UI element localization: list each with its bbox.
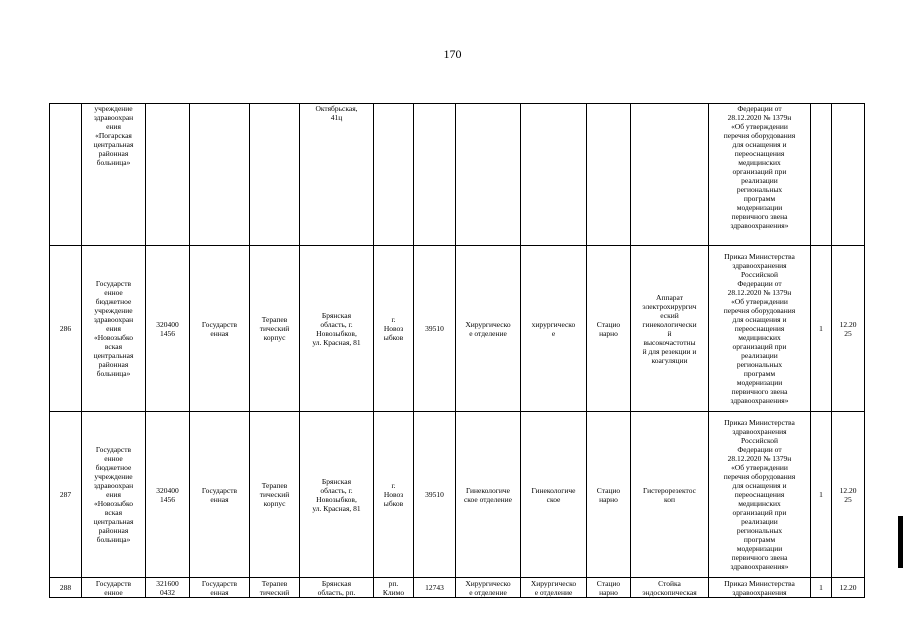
profile — [521, 104, 587, 246]
department: Гинекологиче ское отделение — [456, 412, 521, 578]
building: Терапев тический — [250, 578, 300, 598]
department: Хирургическо е отделение — [456, 246, 521, 412]
locality: рп. Климо — [374, 578, 414, 598]
org-code — [146, 104, 190, 246]
care-mode: Стацио нарно — [587, 412, 631, 578]
organization-name: Государств енное — [82, 578, 146, 598]
building: Терапев тический корпус — [250, 246, 300, 412]
locality — [374, 104, 414, 246]
due-date: 12.20 25 — [832, 412, 865, 578]
quantity: 1 — [811, 246, 832, 412]
address: Октябрьская, 41ц — [300, 104, 374, 246]
row-number: 288 — [50, 578, 82, 598]
org-code: 321600 0432 — [146, 578, 190, 598]
locality: г. Новоз ыбков — [374, 246, 414, 412]
legal-basis: Федерации от 28.12.2020 № 1379н «Об утверждении перечня оборудования для оснащения и переоснащения медицинских организаций при реализации региональных программ модернизации первичного звена здравоохранения» — [709, 104, 811, 246]
care-mode — [587, 104, 631, 246]
oktmo-code: 12743 — [414, 578, 456, 598]
due-date — [832, 104, 865, 246]
page-number: 170 — [443, 47, 462, 61]
org-code: 320400 1456 — [146, 246, 190, 412]
oktmo-code: 39510 — [414, 412, 456, 578]
building — [250, 104, 300, 246]
locality: г. Новоз ыбков — [374, 412, 414, 578]
equipment-name: Аппарат электрохирургич еский гинекологически й высокочастотны й для резекции и коагуляции — [631, 246, 709, 412]
due-date: 12.20 25 — [832, 246, 865, 412]
equipment-name — [631, 104, 709, 246]
department: Хирургическо е отделение — [456, 578, 521, 598]
ownership-form: Государств енная — [190, 246, 250, 412]
profile: Хирургическо е отделение — [521, 578, 587, 598]
quantity — [811, 104, 832, 246]
table-row — [50, 246, 865, 412]
ownership-form: Государств енная — [190, 412, 250, 578]
oktmo-code: 39510 — [414, 246, 456, 412]
quantity: 1 — [811, 578, 832, 598]
row-number: 286 — [50, 246, 82, 412]
scan-edge-mark — [898, 516, 903, 568]
legal-basis: Приказ Министерства здравоохранения Российской Федерации от 28.12.2020 № 1379н «Об утверждении перечня оборудования для оснащения и переоснащения медицинских организаций при реализации региональных программ модернизации первичного звена здравоохранения» — [709, 412, 811, 578]
quantity: 1 — [811, 412, 832, 578]
organization-name: Государств енное бюджетное учреждение здравоохран ения «Новозыбко вская центральная районная больница» — [82, 246, 146, 412]
care-mode: Стацио нарно — [587, 246, 631, 412]
address: Брянская область, рп. — [300, 578, 374, 598]
legal-basis: Приказ Министерства здравоохранения Российской Федерации от 28.12.2020 № 1379н «Об утверждении перечня оборудования для оснащения и переоснащения медицинских организаций при реализации региональных программ модернизации первичного звена здравоохранения» — [709, 246, 811, 412]
address: Брянская область, г. Новозыбков, ул. Красная, 81 — [300, 246, 374, 412]
profile: хирургическо е — [521, 246, 587, 412]
equipment-table — [49, 103, 865, 598]
building: Терапев тический корпус — [250, 412, 300, 578]
org-code: 320400 1456 — [146, 412, 190, 578]
ownership-form — [190, 104, 250, 246]
due-date: 12.20 — [832, 578, 865, 598]
organization-name: Государств енное бюджетное учреждение здравоохран ения «Новозыбко вская центральная районная больница» — [82, 412, 146, 578]
department — [456, 104, 521, 246]
organization-name: учреждение здравоохран ения «Погарская центральная районная больница» — [82, 104, 146, 246]
legal-basis: Приказ Министерства здравоохранения — [709, 578, 811, 598]
ownership-form: Государств енная — [190, 578, 250, 598]
table-row — [50, 104, 865, 246]
table-row — [50, 578, 865, 598]
equipment-name: Стойка эндоскопическая — [631, 578, 709, 598]
equipment-name: Гистерорезектос коп — [631, 412, 709, 578]
row-number: 287 — [50, 412, 82, 578]
care-mode: Стацио нарно — [587, 578, 631, 598]
table-row — [50, 412, 865, 578]
profile: Гинекологиче ское — [521, 412, 587, 578]
address: Брянская область, г. Новозыбков, ул. Красная, 81 — [300, 412, 374, 578]
row-number — [50, 104, 82, 246]
oktmo-code — [414, 104, 456, 246]
